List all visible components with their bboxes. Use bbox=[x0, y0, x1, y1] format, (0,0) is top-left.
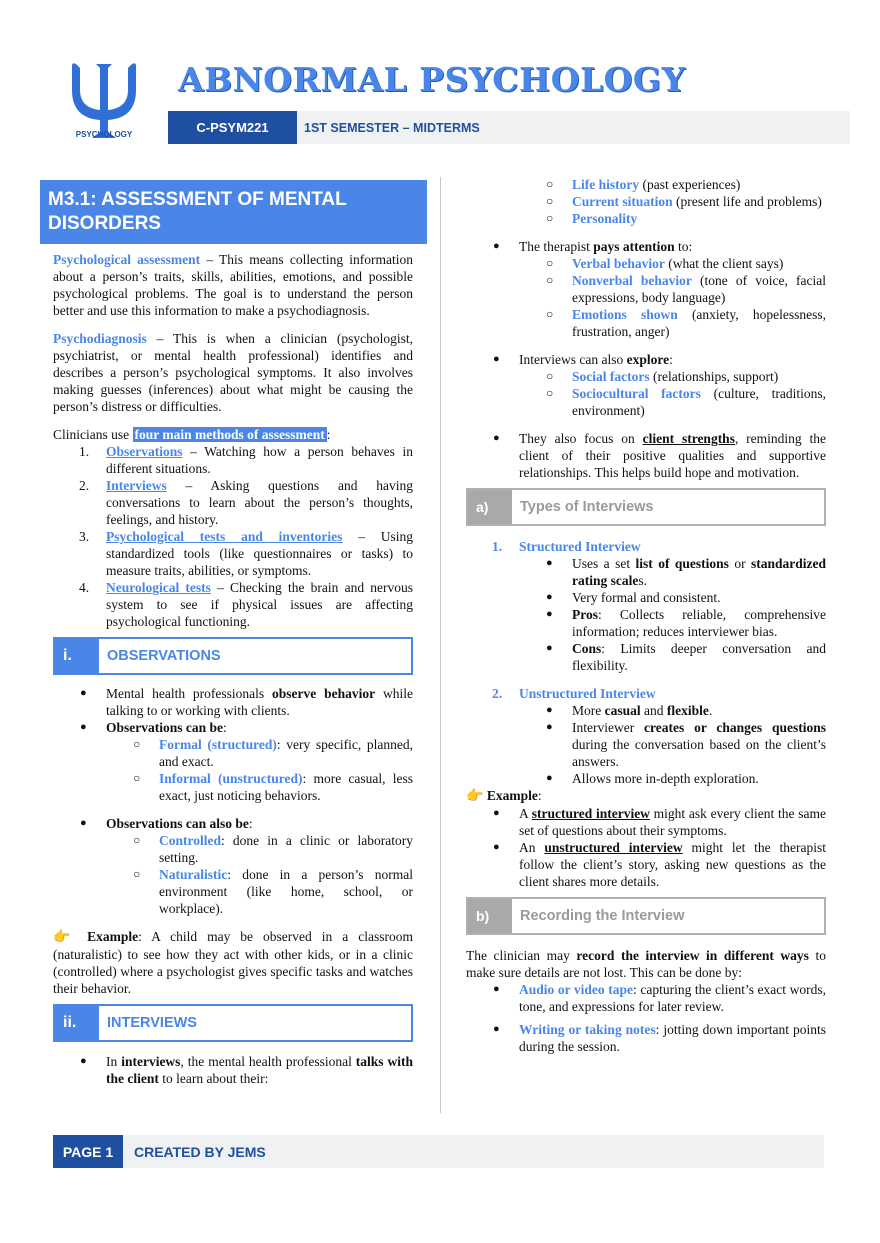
list-item: ○ Formal (structured): very specific, planned, and exact. bbox=[53, 736, 413, 770]
column-divider bbox=[440, 177, 441, 1113]
list-item: ○ Informal (unstructured): more casual, less exact, just noticing behaviors. bbox=[53, 770, 413, 804]
list-item: 2. Interviews – Asking questions and having conversations to learn about the person’s thoughts, feelings, and history. bbox=[79, 478, 413, 527]
footer-credit: CREATED BY JEMS bbox=[134, 1143, 266, 1160]
methods-intro: Clinicians use four main methods of assessment : bbox=[53, 427, 331, 442]
list-item: ○ Naturalistic: done in a person’s normal environment (like home, school, or workplace). bbox=[53, 866, 413, 917]
psi-logo-icon bbox=[66, 60, 142, 140]
list-item: ○ Nonverbal behavior (tone of voice, facial expressions, body language) bbox=[466, 272, 826, 306]
list-item: ○ Sociocultural factors (culture, traditions, environment) bbox=[466, 385, 826, 419]
logo-caption: PSYCHOLOGY bbox=[75, 130, 133, 139]
interviews-heading: ii. INTERVIEWS bbox=[53, 1004, 413, 1042]
recording-paragraph: The clinician may record the interview in different ways to make sure details are not lost. This can be done by: bbox=[466, 948, 826, 980]
interview-example: 👉 Example: bbox=[466, 788, 542, 804]
list-item: ● Allows more in-depth exploration. bbox=[466, 770, 826, 787]
list-item: ● An unstructured interview might let the therapist follow the client’s story, asking new questions as the client shares more details. bbox=[466, 839, 826, 890]
recording-interview-heading: b) Recording the Interview bbox=[466, 897, 826, 935]
list-item: 4. Neurological tests – Checking the brain and nervous system to see if physical issues are affecting psychological functioning. bbox=[79, 580, 413, 629]
list-item: ● In interviews, the mental health professional talks with the client to learn about their: bbox=[53, 1053, 413, 1087]
list-item: ○ Social factors (relationships, support) bbox=[466, 368, 826, 385]
list-item: ● Observations can be: bbox=[53, 719, 413, 736]
list-item: ● A structured interview might ask every client the same set of questions about their symptoms. bbox=[466, 805, 826, 839]
list-item: ● They also focus on client strengths, reminding the client of their positive qualities and supportive relationships. This helps build hope and motivation. bbox=[466, 430, 826, 481]
left-column bbox=[48, 180, 414, 1087]
list-item: ● Writing or taking notes: jotting down important points during the session. bbox=[466, 1021, 826, 1055]
methods-highlight: four main methods of assessment bbox=[134, 427, 325, 442]
list-item: ● Interviews can also explore: bbox=[466, 351, 826, 368]
psychodiagnosis-paragraph: Psychodiagnosis – This is when a clinician (psychologist, psychiatrist, or mental health professional) identifies and describes a person’s psychological symptoms. It also involves making guesses (inferences) about what might be causing the person’s distress or difficulties. bbox=[53, 331, 413, 414]
document-title: ABNORMAL PSYCHOLOGY bbox=[178, 60, 686, 99]
course-code-badge: C-PSYM221 bbox=[168, 111, 297, 144]
semester-label: 1ST SEMESTER – MIDTERMS bbox=[304, 120, 480, 135]
list-item: ○ Controlled: done in a clinic or laboratory setting. bbox=[53, 832, 413, 866]
list-item: ○ Personality bbox=[466, 210, 826, 227]
list-item: ● Pros: Collects reliable, comprehensive information; reduces interviewer bias. bbox=[466, 606, 826, 640]
list-item: ● More casual and flexible. bbox=[466, 702, 826, 719]
list-item: ● Mental health professionals observe behavior while talking to or working with clients. bbox=[53, 685, 413, 719]
list-item: ○ Verbal behavior (what the client says) bbox=[466, 255, 826, 272]
list-item: 3. Psychological tests and inventories – Using standardized tools (like questionnaires or tasks) to measure traits, abilities, or symptoms. bbox=[79, 529, 413, 578]
observations-heading: i. OBSERVATIONS bbox=[53, 637, 413, 675]
page-number-badge: PAGE 1 bbox=[53, 1135, 123, 1168]
observation-example: 👉 Example: A child may be observed in a classroom (naturalistic) to see how they act with other kids, or in a clinic (controlled) where a psychologist gives specific tasks and watches their behavior. bbox=[53, 929, 414, 996]
list-item: ○ Emotions shown (anxiety, hopelessness, frustration, anger) bbox=[466, 306, 826, 340]
list-item: ● The therapist pays attention to: bbox=[466, 238, 826, 255]
unstructured-interview-title: 2. Unstructured Interview bbox=[492, 686, 656, 701]
list-item: 1. Observations – Watching how a person behaves in different situations. bbox=[79, 444, 413, 476]
list-item: ○ Current situation (present life and problems) bbox=[466, 193, 826, 210]
pointing-hand-icon: 👉 bbox=[53, 929, 78, 945]
section-title: M3.1: ASSESSMENT OF MENTAL DISORDERS bbox=[40, 180, 427, 244]
list-item: ● Observations can also be: bbox=[53, 815, 413, 832]
list-item: ● Interviewer creates or changes questions during the conversation based on the client’s answers. bbox=[466, 719, 826, 770]
list-item: ● Uses a set list of questions or standardized rating scales. bbox=[466, 555, 826, 589]
list-item: ● Audio or video tape: capturing the client’s exact words, tone, and expressions for later review. bbox=[466, 981, 826, 1015]
list-item: ● Very formal and consistent. bbox=[466, 589, 826, 606]
list-item: ● Cons: Limits deeper conversation and flexibility. bbox=[466, 640, 826, 674]
structured-interview-title: 1. Structured Interview bbox=[492, 539, 641, 554]
types-of-interviews-heading: a) Types of Interviews bbox=[466, 488, 826, 526]
methods-list bbox=[53, 443, 413, 630]
right-column bbox=[466, 176, 826, 1055]
pointing-hand-icon: 👉 bbox=[466, 788, 484, 804]
psych-assessment-paragraph: Psychological assessment – This means collecting information about a person’s traits, skills, abilities, emotions, and possible psychological problems. The goal is to understand the person better and use this information to make a psychodiagnosis. bbox=[53, 252, 413, 318]
list-item: ○ Life history (past experiences) bbox=[466, 176, 826, 193]
